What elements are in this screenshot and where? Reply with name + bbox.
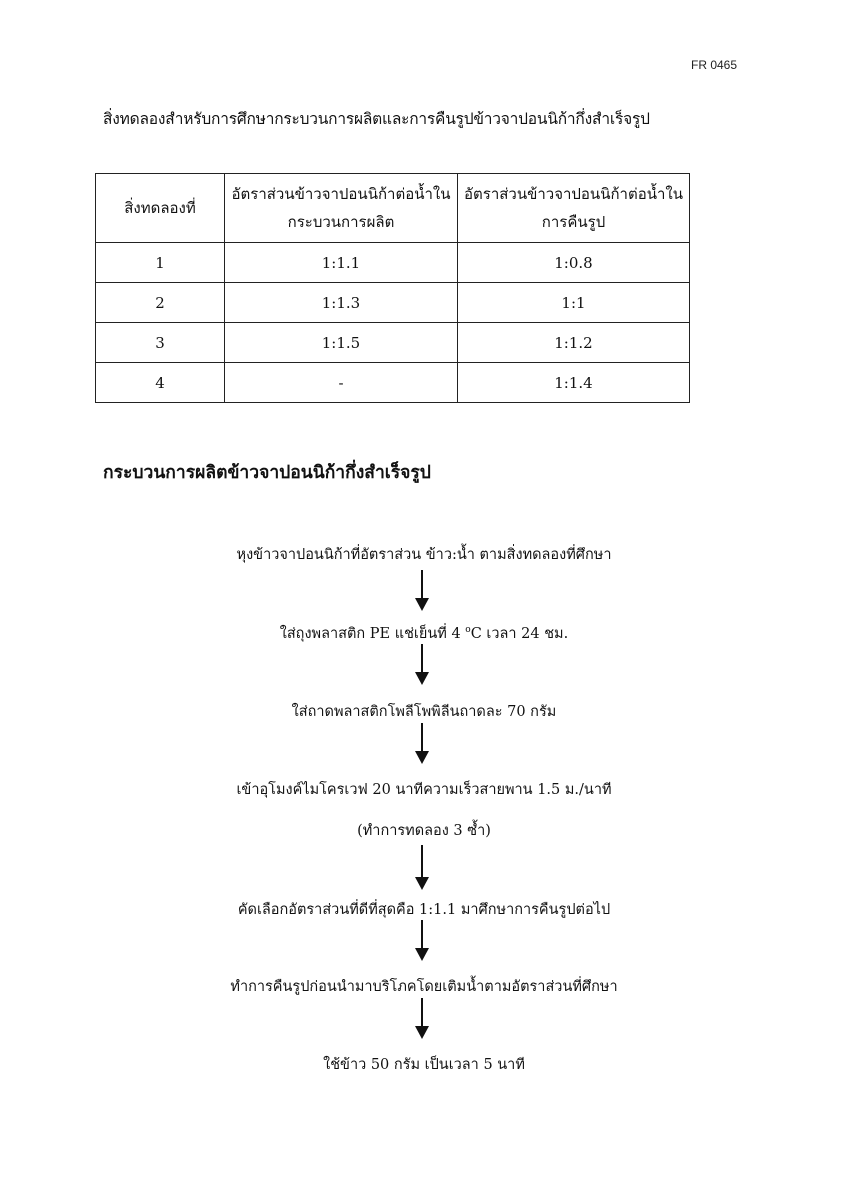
- table-caption: สิ่งทดลองสำหรับการศึกษากระบวนการผลิตและการคืนรูปข้าวจาปอนนิก้ากึ่งสำเร็จรูป: [103, 110, 650, 128]
- table-row: [96, 283, 690, 323]
- cell-reconstitution: 1:1.4: [458, 363, 690, 403]
- cell-production: 1:1.5: [225, 323, 458, 363]
- down-arrow-icon: [414, 723, 430, 765]
- cell-no: 3: [96, 323, 225, 363]
- down-arrow-icon: [414, 570, 430, 612]
- section-title: กระบวนการผลิตข้าวจาปอนนิก้ากึ่งสำเร็จรูป: [103, 463, 431, 483]
- table-row: [96, 363, 690, 403]
- flow-step-tray: ใส่ถาดพลาสติกโพลีโพพิลีนถาดละ 70 กรัม: [291, 704, 557, 720]
- header-production-ratio: อัตราส่วนข้าวจาปอนนิก้าต่อน้ำใน กระบวนการผลิต: [225, 174, 458, 243]
- cell-production: 1:1.1: [225, 243, 458, 283]
- down-arrow-icon: [414, 845, 430, 891]
- flow-step-select: คัดเลือกอัตราส่วนที่ดีที่สุดคือ 1:1.1 มาศึกษาการคืนรูปต่อไป: [237, 902, 611, 918]
- down-arrow-icon: [414, 998, 430, 1040]
- cell-no: 2: [96, 283, 225, 323]
- table-header-row: [96, 174, 690, 243]
- flow-step-cook: หุงข้าวจาปอนนิก้าที่อัตราส่วน ข้าว:น้ำ ตามสิ่งทดลองที่ศึกษา: [236, 547, 612, 563]
- header-treatment-no: สิ่งทดลองที่: [96, 174, 225, 243]
- cell-production: -: [225, 363, 458, 403]
- cell-reconstitution: 1:0.8: [458, 243, 690, 283]
- down-arrow-icon: [414, 644, 430, 686]
- flow-step-serve: ใช้ข้าว 50 กรัม เป็นเวลา 5 นาที: [323, 1057, 525, 1073]
- experiment-table: [95, 173, 690, 403]
- flow-step-microwave: เข้าอุโมงค์ไมโครเวฟ 20 นาทีความเร็วสายพาน 1.5 ม./นาที: [236, 782, 612, 798]
- document-code: FR 0465: [691, 58, 738, 72]
- header-reconstitution-ratio: อัตราส่วนข้าวจาปอนนิก้าต่อน้ำใน การคืนรูป: [458, 174, 690, 243]
- table-row: [96, 323, 690, 363]
- table-row: [96, 243, 690, 283]
- flow-step-microwave-note: (ทำการทดลอง 3 ซ้ำ): [357, 823, 491, 839]
- cell-no: 4: [96, 363, 225, 403]
- cell-production: 1:1.3: [225, 283, 458, 323]
- cell-reconstitution: 1:1: [458, 283, 690, 323]
- flow-step-reconstitute: ทำการคืนรูปก่อนนำมาบริโภคโดยเติมน้ำตามอัตราส่วนที่ศึกษา: [230, 979, 618, 995]
- down-arrow-icon: [414, 920, 430, 962]
- cell-reconstitution: 1:1.2: [458, 323, 690, 363]
- flow-step-chill: ใส่ถุงพลาสติก PE แช่เย็นที่ 4 $^o$C เวลา 24 ชม.: [279, 625, 569, 642]
- cell-no: 1: [96, 243, 225, 283]
